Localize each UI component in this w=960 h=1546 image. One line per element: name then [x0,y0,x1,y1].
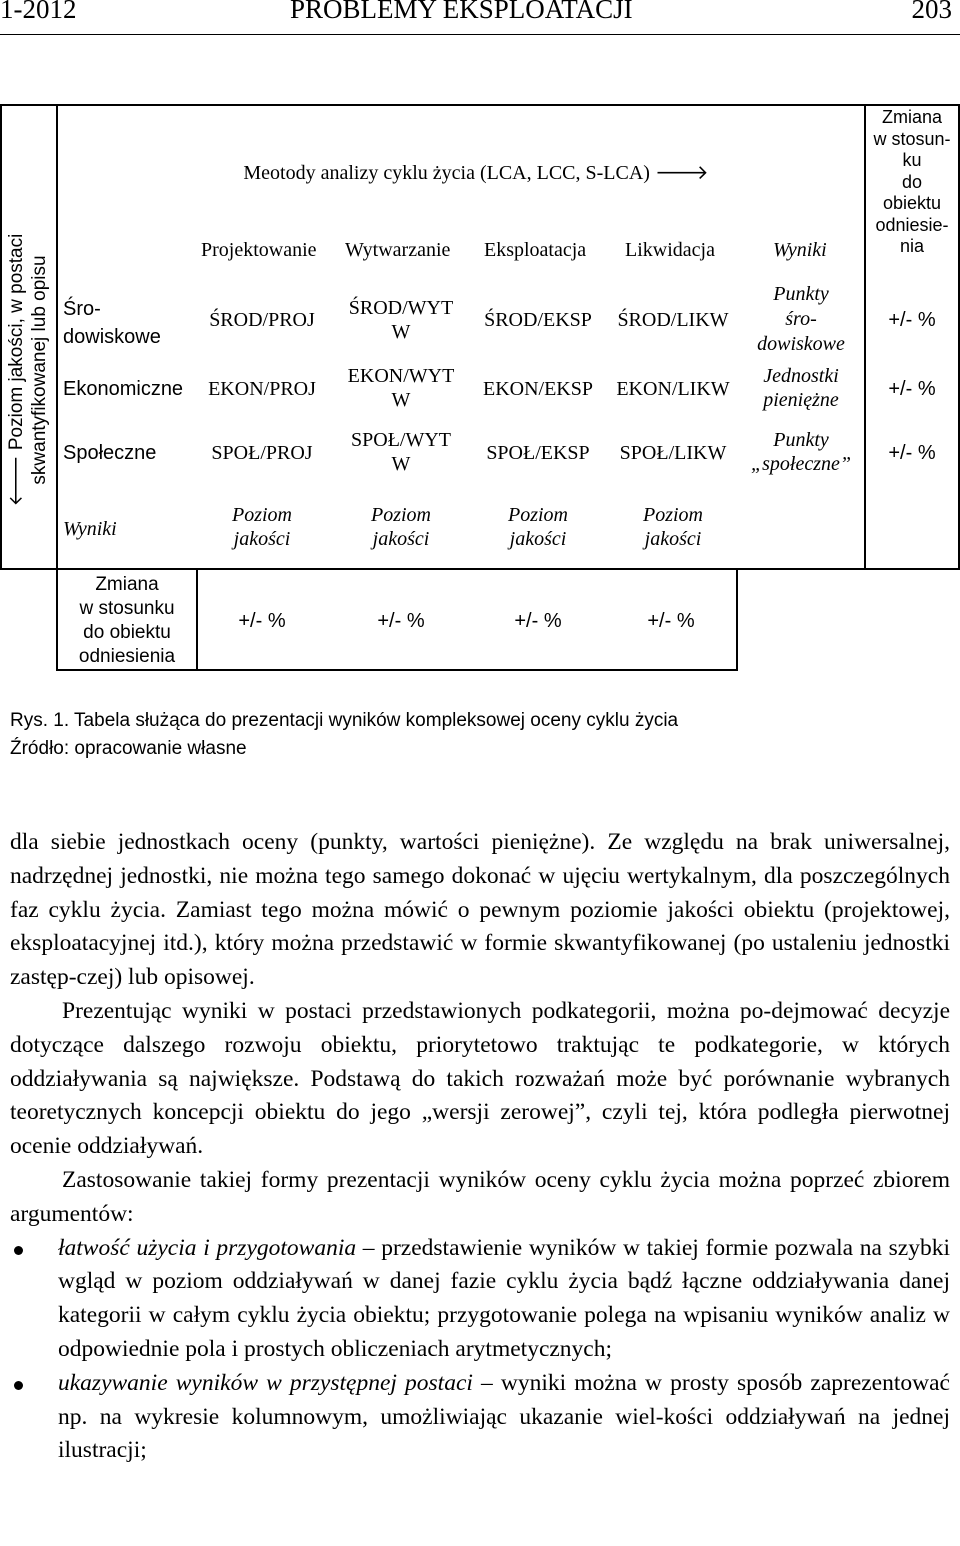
row-label-results: Wyniki [63,518,117,540]
row-label-economic: Ekonomiczne [63,378,184,400]
row-label-social: Społeczne [63,442,157,464]
bullet-icon [14,1246,23,1255]
journal-title: PROBLEMY EKSPLOATACJI [290,0,633,24]
results-header: Wyniki [773,239,827,261]
table-cell: EKON/LIKW [616,378,730,400]
change-value: +/- % [888,442,936,464]
change-value: +/- % [888,309,936,331]
bottom-change-value: +/- % [377,610,425,632]
table-cell: SPOŁ/LIKW [619,442,727,464]
table-cell: ŚROD/WYT W [348,297,454,343]
table-cell: ŚROD/LIKW [617,309,729,331]
paragraph: Zastosowanie takiej formy prezentacji wyników oceny cyklu życia można poprzeć zbiorem argumentów: [10,1166,950,1227]
bullet-item: łatwość użycia i przygotowania – przedstawienie wyników w takiej formie pozwala na szybki wgląd w poziom oddziaływań w danej fazie cyklu życia bądź łączne oddziaływania danej kategorii w całym cyklu życia obiektu; przygotowanie polega na wpisaniu wyników analiz w odpowiednie pola i prostych obliczeniach arytmetycznych; [10,1232,950,1367]
quality-cell: Poziom jakości [371,504,431,550]
bottom-change-value: +/- % [238,610,286,632]
table-cell: SPOŁ/EKSP [486,442,590,464]
row-label-environmental: Śro- dowiskowe [63,298,161,348]
change-value: +/- % [888,378,936,400]
phase-header: Likwidacja [625,239,715,261]
quality-cell: Poziom jakości [232,504,292,550]
table-cell: EKON/WYT W [347,365,455,411]
table-cell: EKON/PROJ [208,378,316,400]
phase-header: Wytwarzanie [345,239,451,261]
paragraph: Prezentując wyniki w postaci przedstawionych podkategorii, można po-dejmować decyzje dotyczące dalszego rozwoju obiektu, priorytetowo traktując te podkategorie, w których oddziaływania są największe. Podstawą do takich rozważań może być porównanie wybranych teoretycznych koncepcji obiektu do jego „wersji zerowej”, czyli tej, która podległa pierwotnej ocenie oddziaływań. [10,997,950,1160]
table-cell: ŚROD/EKSP [484,309,592,331]
bottom-change-label: Zmiana w stosunku do obiektu odniesienia [78,574,176,667]
left-column-divider [56,104,58,570]
quality-cell: Poziom jakości [643,504,703,550]
bottom-change-value: +/- % [647,610,695,632]
issue-number: 1-2012 [0,0,77,24]
table-cell: SPOŁ/PROJ [211,442,313,464]
figure-source: Źródło: opracowanie własne [10,738,247,759]
header-rule [0,34,960,35]
bottom-change-value: +/- % [514,610,562,632]
methods-title: Meotody analizy cyklu życia (LCA, LCC, S-LCA) 🡒 [243,162,709,184]
result-unit: Punkty śro- dowiskowe [757,283,845,355]
table-cell: SPOŁ/WYT W [351,429,451,475]
paragraph: dla siebie jednostkach oceny (punkty, wartości pieniężne). Ze względu na brak uniwersalnej, nadrzędnej jednostki, nie można tego samego dokonać w ujęciu wertykalnym, dla poszczególnych faz cyklu życia. Zamiast tego można mówić o pewnym poziomie jakości obiektu (projektowej, eksploatacyjnej itd.), który można przedstawić w formie skwantyfikowanej (po ustaleniu jednostki zastęp-czej) lub opisowej. [10,829,950,991]
right-arrow-icon: 🡒 [654,162,709,184]
change-header: Zmiana w stosun- ku do obiektu odniesie- nia [873,107,951,256]
result-unit: Jednostki pieniężne [763,365,839,411]
table-cell: EKON/EKSP [482,378,593,400]
page-number: 203 [911,0,952,24]
phase-header: Eksploatacja [484,239,587,261]
left-arrow-icon: 🡐 [6,455,27,507]
result-unit: Punkty „społeczne” [751,429,851,475]
figure-caption: Rys. 1. Tabela służąca do prezentacji wyników kompleksowej oceny cyklu życia [10,710,679,731]
vertical-quality-label: 🡐 Poziom jakości, w postaci skwantyfikowanej lub opisu [6,233,50,507]
quality-cell: Poziom jakości [508,504,568,550]
table-cell: ŚROD/PROJ [209,309,315,331]
bullet-icon [14,1381,23,1390]
body-text [10,826,950,1468]
phase-header: Projektowanie [201,239,317,261]
bullet-item: ukazywanie wyników w przystępnej postaci – wyniki można w prosty sposób zaprezentować np. na wykresie kolumnowym, umożliwiając ukazanie wiel-kości oddziaływań na jednej ilustracji; [10,1367,950,1468]
running-header [0,0,960,30]
